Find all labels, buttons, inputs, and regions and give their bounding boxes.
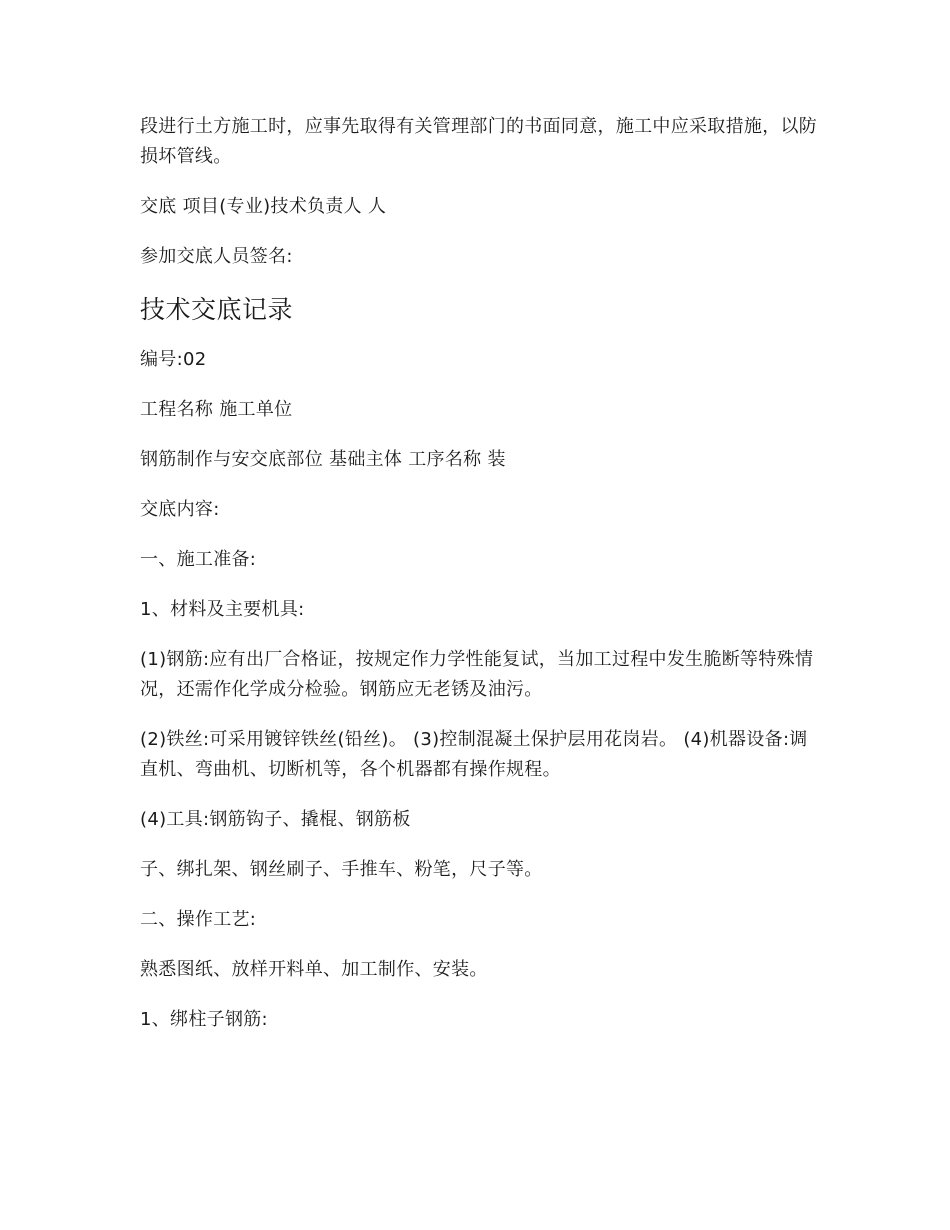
paragraph-rebar: (1)钢筋:应有出厂合格证，按规定作力学性能复试，当加工过程中发生脆断等特殊情况，还需作化学成分检验。钢筋应无老锈及油污。 <box>140 649 814 700</box>
paragraph-process-steps: 熟悉图纸、放样开料单、加工制作、安装。 <box>140 959 488 980</box>
paragraph-project-name: 工程名称 施工单位 <box>140 399 293 420</box>
document-page <box>140 112 820 1055</box>
paragraph-operation-process: 二、操作工艺: <box>140 909 257 930</box>
section-title: 技术交底记录 <box>140 295 294 324</box>
paragraph-excavation-notice: 段进行土方施工时，应事先取得有关管理部门的书面同意，施工中应采取措施，以防损坏管线。 <box>140 116 818 167</box>
paragraph-number: 编号:02 <box>140 349 207 370</box>
paragraph-handover-part: 钢筋制作与安交底部位 基础主体 工序名称 装 <box>140 449 506 470</box>
paragraph-column-rebar: 1、绑柱子钢筋: <box>140 1009 268 1030</box>
paragraph-materials-tools: 1、材料及主要机具: <box>140 599 305 620</box>
paragraph-content-label: 交底内容: <box>140 499 220 520</box>
paragraph-signatures: 参加交底人员签名: <box>140 246 293 267</box>
paragraph-tools-continued: 子、绑扎架、钢丝刷子、手推车、粉笔，尺子等。 <box>140 859 543 880</box>
paragraph-wire-equipment: (2)铁丝:可采用镀锌铁丝(铅丝)。 (3)控制混凝土保护层用花岗岩。 (4)机器设备:调直机、弯曲机、切断机等，各个机器都有操作规程。 <box>140 729 808 780</box>
paragraph-handover-responsible: 交底 项目(专业)技术负责人 人 <box>140 196 387 217</box>
paragraph-tools: (4)工具:钢筋钩子、撬棍、钢筋板 <box>140 809 411 830</box>
paragraph-construction-prep: 一、施工准备: <box>140 549 257 570</box>
